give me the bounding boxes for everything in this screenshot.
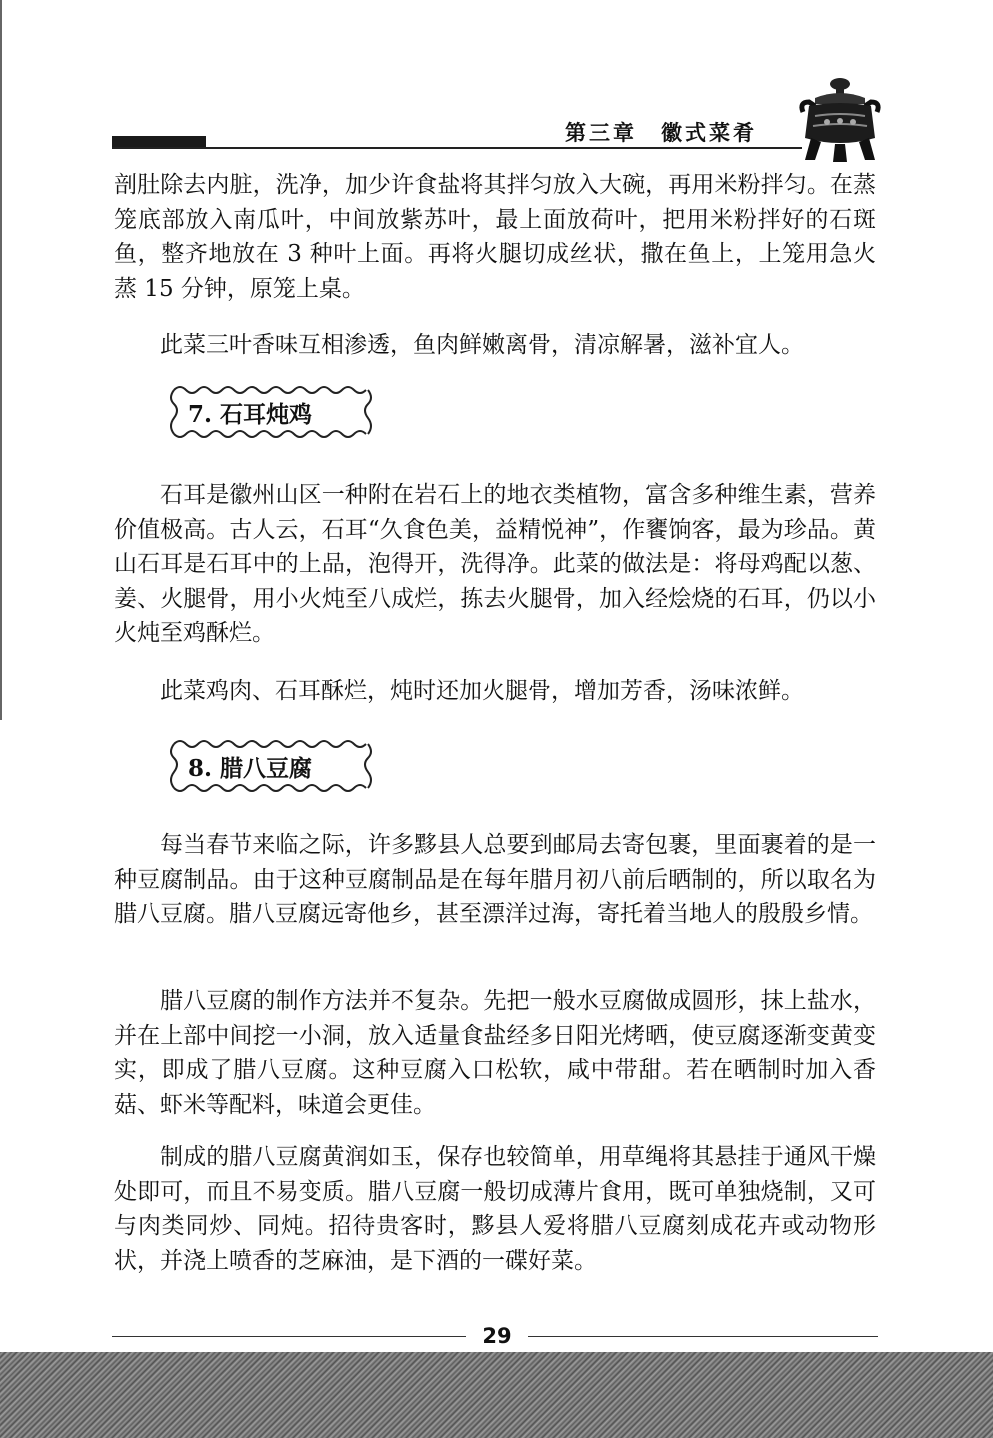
footer-rule-right (528, 1336, 878, 1337)
scan-left-edge (0, 0, 2, 720)
paragraph: 制成的腊八豆腐黄润如玉，保存也较简单，用草绳将其悬挂于通风干燥处即可，而且不易变质。腊八豆腐一般切成薄片食用，既可单独烧制，又可与肉类同炒、同炖。招待贵客时，黟县人爱将腊八豆腐刻成花卉或动物形状，并浇上喷香的芝麻油，是下酒的一碟好菜。 (114, 1144, 876, 1274)
section-heading-box (168, 736, 374, 796)
footer-rule-left (112, 1336, 466, 1337)
paragraph: 此菜三叶香味互相渗透，鱼肉鲜嫩离骨，清凉解暑，滋补宜人。 (160, 332, 804, 358)
section-title: 7. 石耳炖鸡 (188, 401, 313, 428)
paragraph: 此菜鸡肉、石耳酥烂，炖时还加火腿骨，增加芳香，汤味浓鲜。 (160, 678, 804, 704)
paragraph: 每当春节来临之际，许多黟县人总要到邮局去寄包裹，里面裹着的是一种豆腐制品。由于这种豆腐制品是在每年腊月初八前后晒制的，所以取名为腊八豆腐。腊八豆腐远寄他乡，甚至漂洋过海，寄托着当地人的殷殷乡情。 (114, 832, 876, 927)
page-number: 29 (482, 1324, 512, 1348)
section-heading-box (168, 382, 374, 442)
paragraph: 石耳是徽州山区一种附在岩石上的地衣类植物，富含多种维生素，营养价值极高。古人云，石耳“久食色美，益精悦神”，作饔饷客，最为珍品。黄山石耳是石耳中的上品，泡得开，洗得净。此菜的做法是：将母鸡配以葱、姜、火腿骨，用小火炖至八成烂，拣去火腿骨，加入经烩烧的石耳，仍以小火炖至鸡酥烂。 (114, 482, 876, 646)
paragraph: 剖肚除去内脏，洗净，加少许食盐将其拌匀放入大碗，再用米粉拌匀。在蒸笼底部放入南瓜叶，中间放紫苏叶，最上面放荷叶，把用米粉拌好的石斑鱼，整齐地放在 3 种叶上面。再将火腿切成丝状，撒在鱼上，上笼用急火蒸 15 分钟，原笼上桌。 (114, 172, 876, 302)
section-title: 8. 腊八豆腐 (188, 755, 313, 782)
footer-texture-band (0, 1352, 993, 1438)
paragraph: 腊八豆腐的制作方法并不复杂。先把一般水豆腐做成圆形，抹上盐水，并在上部中间挖一小洞，放入适量食盐经多日阳光烤晒，使豆腐逐渐变黄变实，即成了腊八豆腐。这种豆腐入口松软，咸中带甜。若在晒制时加入香菇、虾米等配料，味道会更佳。 (114, 988, 876, 1118)
header-rule (112, 147, 802, 149)
bronze-vessel-icon (795, 72, 885, 164)
chapter-title: 第三章 徽式菜肴 (565, 120, 757, 145)
